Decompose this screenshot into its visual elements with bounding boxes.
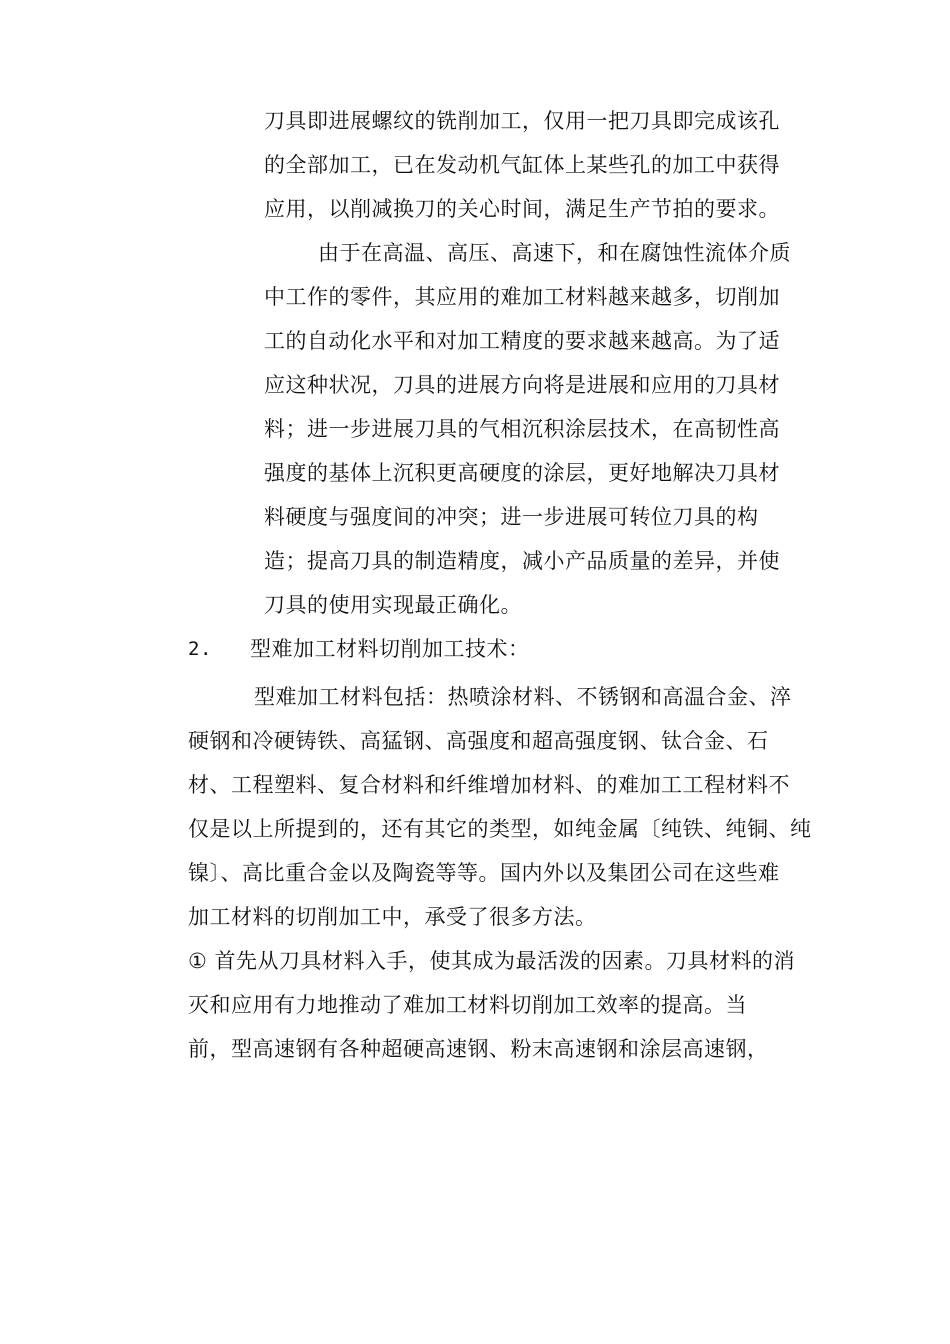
text-line: 应用，以削减换刀的关心时间，满足生产节拍的要求。 [264,197,780,221]
text-line: 镍〕、高比重合金以及陶瓷等等。国内外以及集团公司在这些难 [188,861,780,885]
text-line: ① 首先从刀具材料入手，使其成为最活泼的因素。刀具材料的消 [188,949,795,973]
text-line: 前，型高速钢有各种超硬高速钢、粉末高速钢和涂层高速钢， [188,1037,769,1061]
text-line: 造；提高刀具的制造精度，减小产品质量的差异，并使 [264,549,780,573]
heading-title: 型难加工材料切削加工技术： [250,637,530,661]
text-line: 硬钢和冷硬铸铁、高猛钢、高强度和超高强度钢、钛合金、石 [188,729,769,753]
text-line: 工的自动化水平和对加工精度的要求越来越高。为了适 [264,329,780,353]
text-line: 材、工程塑料、复合材料和纤维增加材料、的难加工工程材料不 [188,773,790,797]
text-line: 料硬度与强度间的冲突；进一步进展可转位刀具的构 [264,505,759,529]
text-line: 刀具的使用实现最正确化。 [264,593,522,617]
heading-number: 2. [188,638,212,660]
text-line: 料；进一步进展刀具的气相沉积涂层技术，在高韧性高 [264,417,780,441]
text-line: 由于在高温、高压、高速下，和在腐蚀性流体介质 [318,241,791,265]
text-line: 刀具即进展螺纹的铣削加工，仅用一把刀具即完成该孔 [264,109,780,133]
text-line: 灭和应用有力地推动了难加工材料切削加工效率的提高。当 [188,993,747,1017]
text-line: 应这种状况，刀具的进展方向将是进展和应用的刀具材 [264,373,780,397]
text-line: 仅是以上所提到的，还有其它的类型，如纯金属〔纯铁、纯铜、纯 [188,817,812,841]
text-line: 的全部加工，已在发动机气缸体上某些孔的加工中获得 [264,153,780,177]
text-line: 强度的基体上沉积更高硬度的涂层，更好地解决刀具材 [264,461,780,485]
text-line: 型难加工材料包括：热喷涂材料、不锈钢和高温合金、淬 [254,685,792,709]
text-line: 加工材料的切削加工中，承受了很多方法。 [188,905,597,929]
text-line: 中工作的零件，其应用的难加工材料越来越多，切削加 [264,285,780,309]
